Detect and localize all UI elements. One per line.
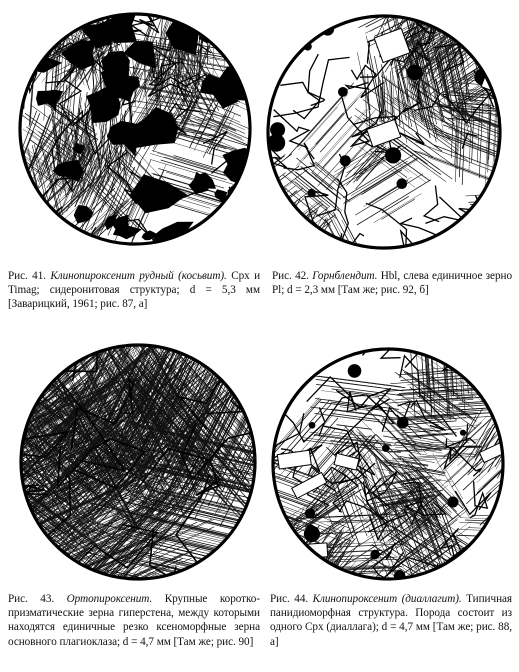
caption-43: [8, 592, 260, 649]
micrograph-41: [18, 12, 252, 246]
figure-label: Рис. 42.: [272, 270, 309, 282]
figure-label: Рис. 43.: [8, 593, 55, 605]
figure-label: Рис. 41.: [8, 270, 46, 282]
figure-title: Горнблендит.: [312, 270, 378, 282]
figure-title: Ортопироксенит.: [66, 593, 153, 605]
figure-text: Типичная панидиоморфная структура. Порода состоит из одного Cpx (диаллага); d = 4,7 мм [Там же; рис. 88, а]: [270, 593, 513, 648]
micrograph-44: [271, 347, 505, 581]
caption-42: [272, 269, 512, 297]
figure-text: Крупные коротко-призматические зерна гиперстена, между которыми находятся единичные резко ксеноморфные зерна основного плагиоклаза; d = 4,7 мм [Там же; рис. 90]: [8, 593, 261, 648]
figure-text: Cpx и Timag; сидеронитовая структура; d = 5,3 мм [Заварицкий, 1961; рис. 87, а]: [8, 270, 261, 311]
figure-title: Клинопироксенит (диаллагит).: [312, 593, 462, 605]
figure-label: Рис. 44.: [270, 593, 309, 605]
caption-44: [270, 592, 512, 649]
caption-41: [8, 269, 260, 312]
figure-text: Hbl, слева единичное зерно Pl; d = 2,3 мм [Там же; рис. 92, б]: [272, 270, 512, 297]
micrograph-43: [19, 343, 257, 581]
figure-title: Клинопироксенит рудный (косьвит).: [50, 270, 227, 282]
micrograph-42: [266, 14, 502, 250]
